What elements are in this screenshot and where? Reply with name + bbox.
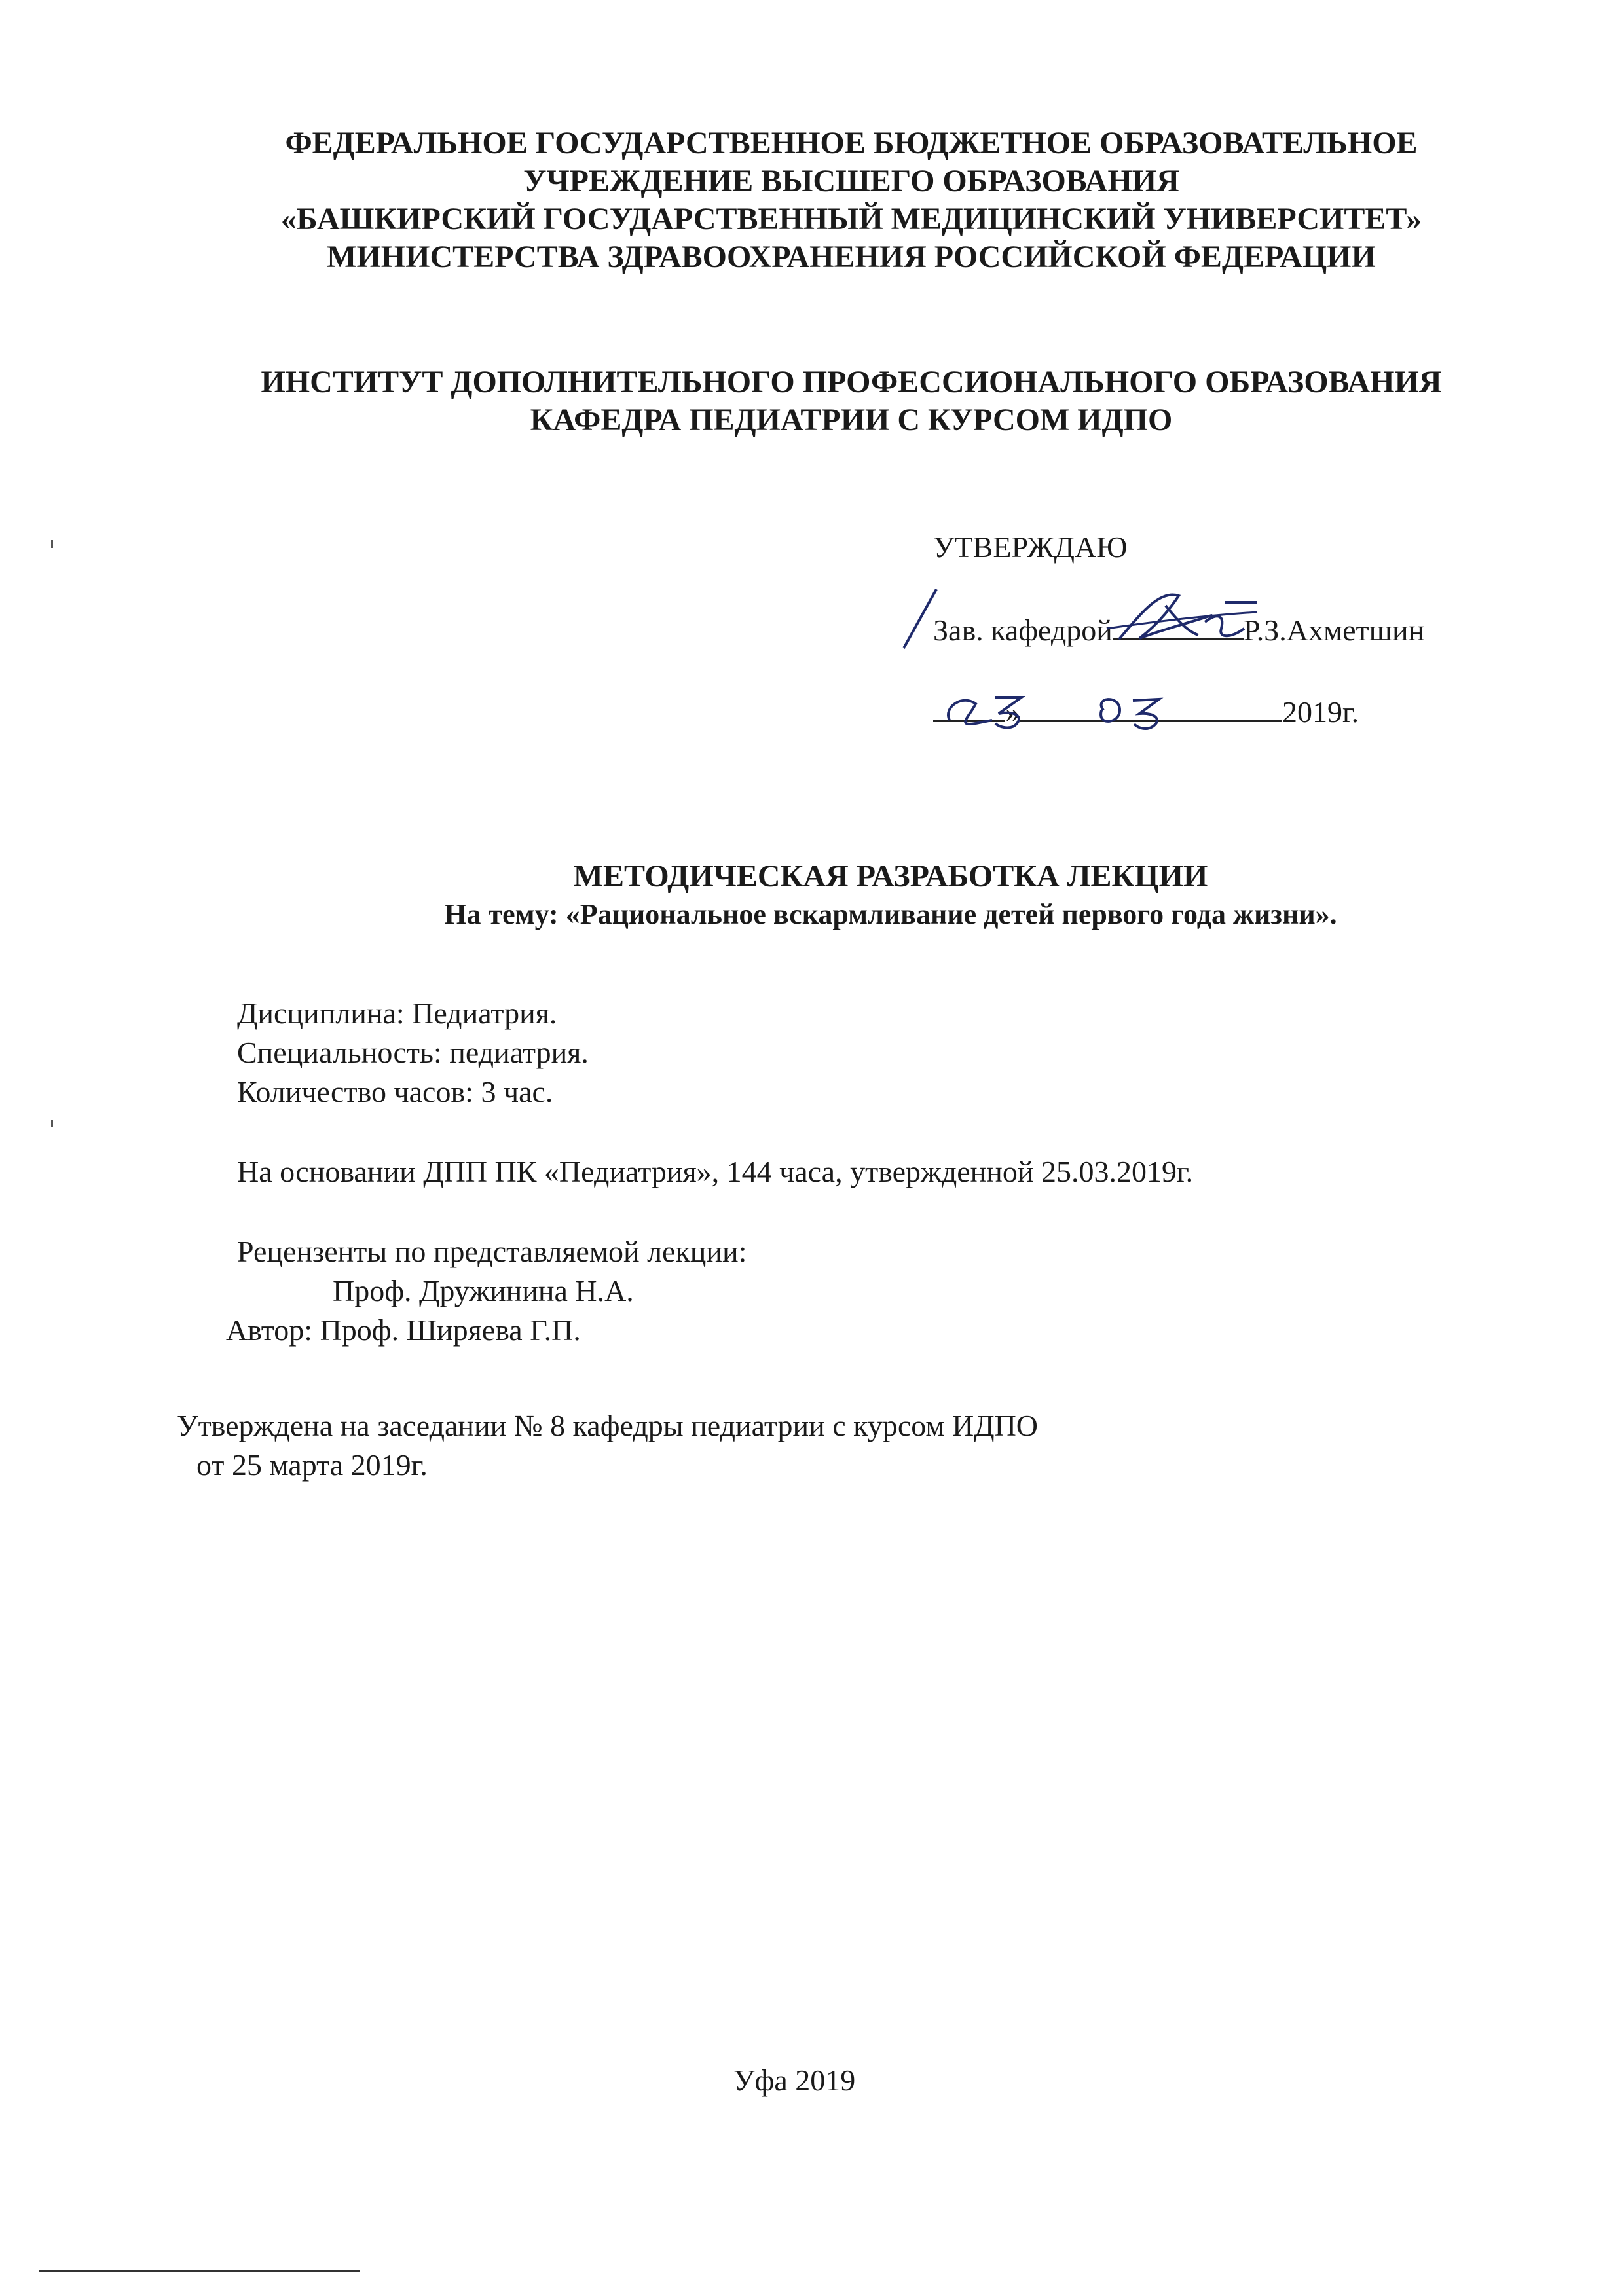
specialty: Специальность: педиатрия. — [237, 1036, 589, 1069]
reviewer-name: Проф. Дружинина Н.А. — [333, 1274, 634, 1307]
day-blank — [933, 694, 1005, 722]
header-line-4: МИНИСТЕРСТВА ЗДРАВООХРАНЕНИЯ РОССИЙСКОЙ ФЕДЕРАЦИИ — [327, 240, 1376, 274]
hours: Количество часов: 3 час. — [237, 1075, 553, 1108]
city-year: Уфа 2019 — [733, 2064, 856, 2097]
approve-word: УТВЕРЖДАЮ — [933, 530, 1128, 564]
scan-speck — [51, 1120, 53, 1127]
head-name: Р.З.Ахметшин — [1243, 613, 1425, 647]
footer-rule — [39, 2270, 360, 2272]
date-year: 2019г. — [1282, 695, 1359, 729]
discipline: Дисциплина: Педиатрия. — [237, 996, 557, 1030]
program-basis: На основании ДПП ПК «Педиатрия», 144 часа, утвержденной 25.03.2019г. — [237, 1155, 1194, 1188]
header-line-1: ФЕДЕРАЛЬНОЕ ГОСУДАРСТВЕННОЕ БЮДЖЕТНОЕ ОБРАЗОВАТЕЛЬНОЕ — [285, 126, 1418, 160]
header-line-2: УЧРЕЖДЕНИЕ ВЫСШЕГО ОБРАЗОВАНИЯ — [523, 164, 1179, 198]
month-blank — [1020, 694, 1282, 722]
approval-date-line — [933, 694, 1359, 731]
signature-blank — [1113, 612, 1244, 640]
scan-speck — [51, 540, 53, 548]
author: Автор: Проф. Ширяева Г.П. — [226, 1313, 581, 1347]
header-line-3: «БАШКИРСКИЙ ГОСУДАРСТВЕННЫЙ МЕДИЦИНСКИЙ УНИВЕРСИТЕТ» — [280, 202, 1422, 236]
title-topic: На тему: «Рациональное вскармливание детей первого года жизни». — [444, 898, 1337, 930]
institute-line-1: ИНСТИТУТ ДОПОЛНИТЕЛЬНОГО ПРОФЕССИОНАЛЬНОГО ОБРАЗОВАНИЯ — [261, 365, 1442, 399]
university-header — [223, 124, 1480, 276]
department-line: КАФЕДРА ПЕДИАТРИИ С КУРСОМ ИДПО — [530, 403, 1173, 437]
date-close-quote: » — [1005, 695, 1020, 729]
title-main: МЕТОДИЧЕСКАЯ РАЗРАБОТКА ЛЕКЦИИ — [573, 859, 1208, 894]
meeting-approval-line-1: Утверждена на заседании № 8 кафедры педиатрии с курсом ИДПО — [177, 1409, 1039, 1442]
head-label: Зав. кафедрой — [933, 613, 1113, 647]
head-of-department-line — [933, 612, 1424, 649]
meeting-approval-line-2: от 25 марта 2019г. — [196, 1448, 428, 1482]
document-title — [367, 858, 1414, 934]
reviewers-label: Рецензенты по представляемой лекции: — [237, 1235, 747, 1268]
institute-header — [196, 363, 1506, 439]
